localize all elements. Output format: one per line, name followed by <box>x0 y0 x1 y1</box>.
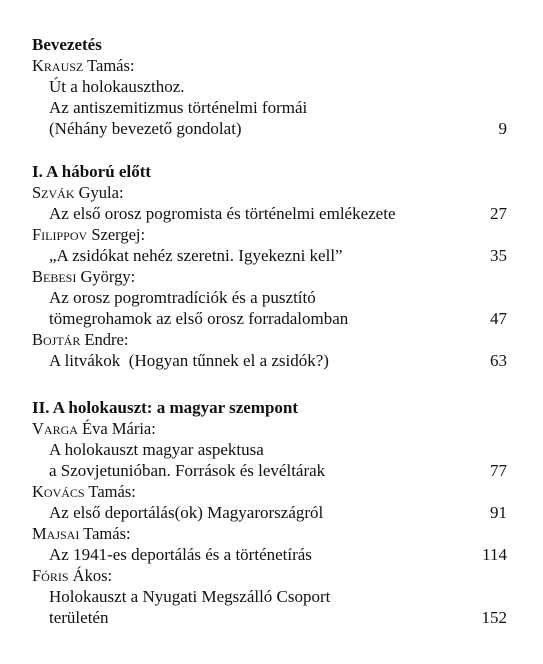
author-surname: Kovács <box>32 482 85 501</box>
toc-title-line: Út a holokauszthoz. <box>49 77 185 96</box>
toc-title-text: Az 1941-es deportálás és a történetírás <box>49 545 312 564</box>
toc-author <box>32 224 507 245</box>
toc-author <box>32 523 507 544</box>
author-surname: Bebesi <box>32 267 77 286</box>
author-surname: Szvák <box>32 183 75 202</box>
author-surname: Krausz <box>32 56 84 75</box>
toc-page-number: 9 <box>498 119 507 138</box>
author-given-name: Tamás: <box>79 524 131 543</box>
toc-title-line <box>32 544 507 565</box>
toc-title-line: A holokauszt magyar aspektusa <box>49 440 264 459</box>
toc-title-line: Holokauszt a Nyugati Megszálló Csoport <box>49 587 331 606</box>
toc-author <box>32 55 507 76</box>
toc-title-line <box>32 118 507 139</box>
toc-title-line <box>32 350 507 371</box>
toc-section-hungarian-perspective <box>32 397 507 628</box>
toc-page-number: 63 <box>490 351 507 370</box>
toc-page-number: 152 <box>481 608 507 627</box>
toc-page-number: 27 <box>490 204 507 223</box>
toc-title-text: A litvákok (Hogyan tűnnek el a zsidók?) <box>49 351 329 370</box>
author-given-name: Ákos: <box>68 566 113 585</box>
toc-page-number: 91 <box>490 503 507 522</box>
section-heading: I. A háború előtt <box>32 162 152 181</box>
toc-title-text: (Néhány bevezető gondolat) <box>49 119 242 138</box>
toc-title-line <box>32 203 507 224</box>
toc-title-line: Az antiszemitizmus történelmi formái <box>49 98 308 117</box>
toc-author <box>32 481 507 502</box>
toc-page-number: 77 <box>490 461 507 480</box>
toc-page-number: 114 <box>482 545 507 564</box>
author-given-name: Gyula: <box>74 183 124 202</box>
author-given-name: Endre: <box>80 330 129 349</box>
toc-page-number: 35 <box>490 246 507 265</box>
toc-title-text: tömegrohamok az első orosz forradalomban <box>49 309 349 328</box>
author-given-name: Tamás: <box>83 56 135 75</box>
author-given-name: György: <box>76 267 136 286</box>
toc-title-line <box>32 607 507 628</box>
toc-author <box>32 182 507 203</box>
section-heading: Bevezetés <box>32 35 102 54</box>
toc-author <box>32 418 507 439</box>
author-given-name: Szergej: <box>87 225 146 244</box>
section-heading: II. A holokauszt: a magyar szempont <box>32 398 299 417</box>
toc-page-number: 47 <box>490 309 507 328</box>
toc-author <box>32 266 507 287</box>
toc-title-line: Az orosz pogromtradíciók és a pusztító <box>49 288 316 307</box>
author-given-name: Éva Mária: <box>77 419 156 438</box>
toc-title-line <box>32 502 507 523</box>
author-surname: Varga <box>32 419 78 438</box>
toc-author <box>32 565 507 586</box>
author-surname: Fóris <box>32 566 69 585</box>
toc-author <box>32 329 507 350</box>
toc-title-text: Az első deportálás(ok) Magyarországról <box>49 503 324 522</box>
toc-title-text: területén <box>49 608 109 627</box>
toc-title-line <box>32 245 507 266</box>
toc-title-text: „A zsidókat nehéz szeretni. Igyekezni kell” <box>49 246 343 265</box>
toc-title-line <box>32 308 507 329</box>
author-given-name: Tamás: <box>84 482 136 501</box>
author-surname: Filippov <box>32 225 88 244</box>
toc-section-before-war <box>32 161 507 371</box>
author-surname: Majsai <box>32 524 80 543</box>
author-surname: Bojtár <box>32 330 81 349</box>
toc-title-text: a Szovjetunióban. Források és levéltárak <box>49 461 326 480</box>
toc-title-line <box>32 460 507 481</box>
toc-title-text: Az első orosz pogromista és történelmi emlékezete <box>49 204 396 223</box>
toc-section-introduction <box>32 34 507 139</box>
